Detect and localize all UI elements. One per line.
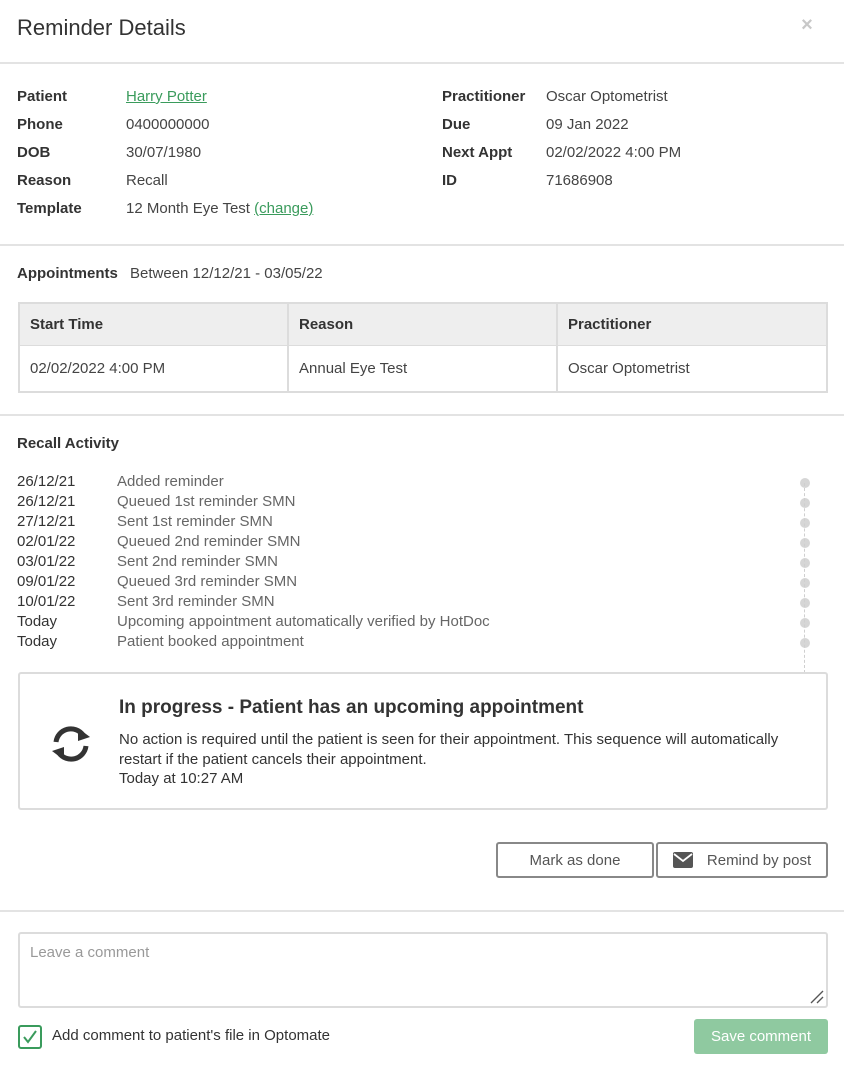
save-comment-button[interactable]: Save comment (694, 1019, 828, 1054)
status-title: In progress - Patient has an upcoming appointment (119, 697, 584, 718)
add-to-file-label: Add comment to patient's file in Optomate (52, 1027, 331, 1044)
close-button[interactable]: × (801, 14, 813, 36)
change-template-link[interactable]: (change) (254, 200, 314, 217)
timeline-dot (800, 538, 810, 548)
next-appt-label: Next Appt (442, 144, 513, 161)
timeline-dot (800, 598, 810, 608)
checkmark-icon (20, 1027, 40, 1047)
recall-activity-title: Recall Activity (17, 435, 119, 452)
mark-as-done-label: Mark as done (529, 851, 621, 869)
appointments-range: Between 12/12/21 - 03/05/22 (130, 265, 323, 282)
due-value: 09 Jan 2022 (546, 116, 629, 133)
activity-date: Today (17, 633, 58, 650)
timeline-dot (800, 518, 810, 528)
column-divider (287, 304, 289, 391)
phone-label: Phone (17, 116, 63, 133)
status-description: No action is required until the patient is seen for their appointment. This sequence will automatically restart if the patient cancels their appointment. (119, 731, 779, 768)
practitioner-label: Practitioner (442, 88, 526, 105)
activity-text: Sent 2nd reminder SMN (117, 553, 278, 570)
next-appt-value: 02/02/2022 4:00 PM (546, 144, 682, 161)
activity-text: Sent 3rd reminder SMN (117, 593, 275, 610)
reason-label: Reason (17, 172, 72, 189)
status-timestamp: Today at 10:27 AM (119, 770, 244, 787)
header-reason: Reason (299, 316, 354, 333)
activity-date: 03/01/22 (17, 553, 76, 570)
cell-practitioner: Oscar Optometrist (568, 360, 690, 377)
dob-label: DOB (17, 144, 51, 161)
activity-date: 27/12/21 (17, 513, 76, 530)
practitioner-value: Oscar Optometrist (546, 88, 668, 105)
timeline-dot (800, 578, 810, 588)
mark-as-done-button[interactable] (496, 842, 654, 878)
cell-reason: Annual Eye Test (299, 360, 408, 377)
dob-value: 30/07/1980 (126, 144, 202, 161)
modal-title: Reminder Details (17, 15, 186, 40)
timeline-dot (800, 498, 810, 508)
template-label: Template (17, 200, 82, 217)
add-to-file-checkbox[interactable] (18, 1025, 42, 1049)
activity-text: Patient booked appointment (117, 633, 304, 650)
remind-by-post-label: Remind by post (706, 851, 812, 869)
header-start-time: Start Time (30, 316, 104, 333)
envelope-icon (673, 852, 693, 868)
activity-text: Sent 1st reminder SMN (117, 513, 273, 530)
comment-input[interactable] (18, 932, 828, 1008)
divider (0, 910, 844, 912)
activity-date: 26/12/21 (17, 493, 76, 510)
timeline-dot (800, 558, 810, 568)
table-header-row (20, 304, 826, 346)
activity-date: 09/01/22 (17, 573, 76, 590)
id-value: 71686908 (546, 172, 613, 189)
template-value (126, 200, 313, 217)
reminder-details (0, 64, 844, 246)
activity-date: 26/12/21 (17, 473, 76, 490)
resize-grip-icon[interactable] (808, 988, 824, 1004)
id-label: ID (442, 172, 457, 189)
activity-text: Queued 3rd reminder SMN (117, 573, 298, 590)
timeline-line (804, 483, 805, 673)
status-panel (18, 672, 828, 810)
patient-name-link[interactable]: Harry Potter (126, 88, 207, 105)
activity-text: Queued 2nd reminder SMN (117, 533, 301, 550)
activity-text: Queued 1st reminder SMN (117, 493, 296, 510)
header-practitioner: Practitioner (568, 316, 652, 333)
modal-header (0, 0, 844, 64)
timeline-dot (800, 478, 810, 488)
patient-label: Patient (17, 88, 68, 105)
table-row (20, 346, 826, 391)
cell-start-time: 02/02/2022 4:00 PM (30, 360, 166, 377)
appointments-label: Appointments (17, 265, 118, 282)
activity-date: Today (17, 613, 58, 630)
activity-date: 10/01/22 (17, 593, 76, 610)
appointments-section (0, 246, 844, 416)
reason-value: Recall (126, 172, 168, 189)
sync-icon (48, 724, 94, 764)
phone-value: 0400000000 (126, 116, 210, 133)
remind-by-post-button[interactable] (656, 842, 828, 878)
timeline-dot (800, 618, 810, 628)
timeline-dot (800, 638, 810, 648)
activity-text: Upcoming appointment automatically verified by HotDoc (117, 613, 490, 630)
due-label: Due (442, 116, 471, 133)
appointments-table (18, 302, 828, 393)
activity-date: 02/01/22 (17, 533, 76, 550)
activity-text: Added reminder (117, 473, 224, 490)
column-divider (556, 304, 558, 391)
template-name: 12 Month Eye Test (126, 200, 250, 217)
